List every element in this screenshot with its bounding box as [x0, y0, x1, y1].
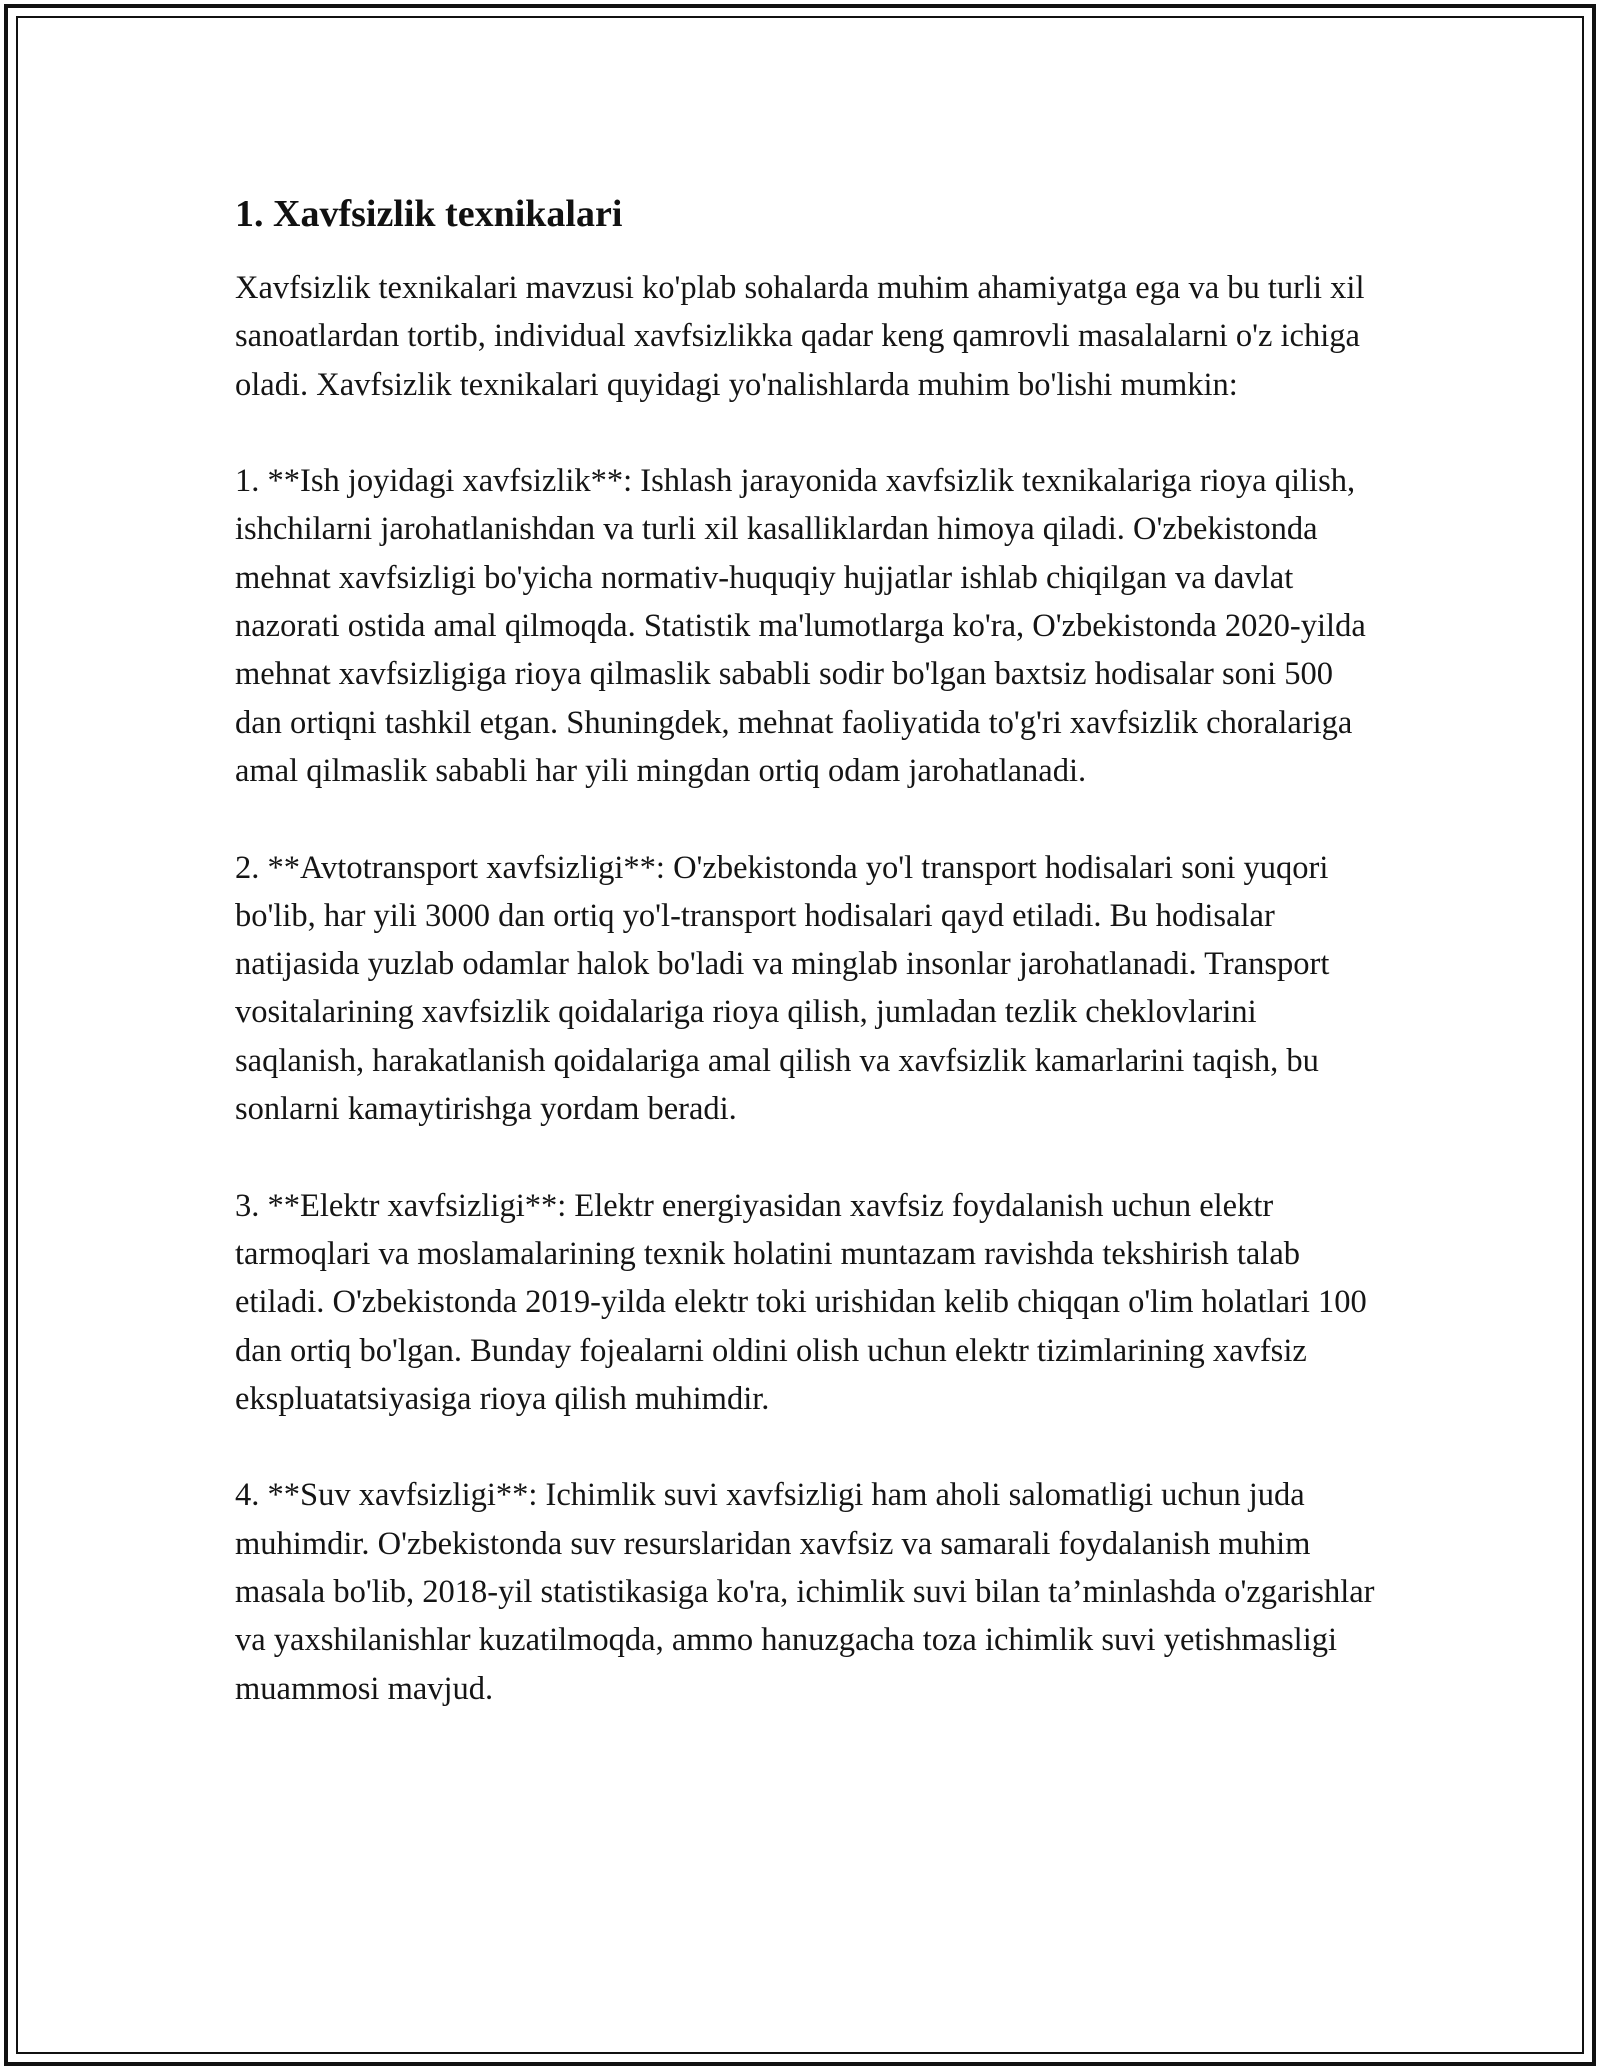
document-body [235, 190, 1375, 1713]
water-safety-paragraph: 4. **Suv xavfsizligi**: Ichimlik suvi xavfsizligi ham aholi salomatligi uchun juda muhimdir. O'zbekistonda suv resurslaridan xavfsiz va samarali foydalanish muhim masala bo'lib, 2018-yil statistikasiga ko'ra, ichimlik suvi bilan ta’minlashda o'zgarishlar va yaxshilanishlar kuzatilmoqda, ammo hanuzgacha toza ichimlik suvi yetishmasligi muammosi mavjud. [235, 1477, 1375, 1707]
vehicle-safety-paragraph: 2. **Avtotransport xavfsizligi**: O'zbekistonda yo'l transport hodisalari soni yuqori bo'lib, har yili 3000 dan ortiq yo'l-transport hodisalari qayd etiladi. Bu hodisalar natijasida yuzlab odamlar halok bo'ladi va minglab insonlar jarohatlanadi. Transport vositalarining xavfsizlik qoidalariga rioya qilish, jumladan tezlik cheklovlarini saqlanish, harakatlanish qoidalariga amal qilish va xavfsizlik kamarlarini taqish, bu sonlarni kamaytirishga yordam beradi. [235, 849, 1330, 1128]
electrical-safety-paragraph: 3. **Elektr xavfsizligi**: Elektr energiyasidan xavfsiz foydalanish uchun elektr tarmoqlari va moslamalarining texnik holatini muntazam ravishda tekshirish talab etiladi. O'zbekistonda 2019-yilda elektr toki urishidan kelib chiqqan o'lim holatlari 100 dan ortiq bo'lgan. Bunday fojealarni oldini olish uchun elektr tizimlarining xavfsiz ekspluatatsiyasiga rioya qilish muhimdir. [235, 1187, 1367, 1417]
intro-paragraph: Xavfsizlik texnikalari mavzusi ko'plab sohalarda muhim ahamiyatga ega va bu turli xil sanoatlardan tortib, individual xavfsizlikka qadar keng qamrovli masalalarni o'z ichiga oladi. Xavfsizlik texnikalari quyidagi yo'nalishlarda muhim bo'lishi mumkin: [235, 270, 1365, 403]
workplace-safety-paragraph: 1. **Ish joyidagi xavfsizlik**: Ishlash jarayonida xavfsizlik texnikalariga rioya qilish, ishchilarni jarohatlanishdan va turli xil kasalliklardan himoya qiladi. O'zbekistonda mehnat xavfsizligi bo'yicha normativ-huquqiy hujjatlar ishlab chiqilgan va davlat nazorati ostida amal qilmoqda. Statistik ma'lumotlarga ko'ra, O'zbekistonda 2020-yilda mehnat xavfsizligiga rioya qilmaslik sababli sodir bo'lgan baxtsiz hodisalar soni 500 dan ortiqni tashkil etgan. Shuningdek, mehnat faoliyatida to'g'ri xavfsizlik choralariga amal qilmaslik sababli har yili mingdan ortiq odam jarohatlanadi. [235, 463, 1366, 789]
section-heading: 1. Xavfsizlik texnikalari [235, 193, 623, 235]
